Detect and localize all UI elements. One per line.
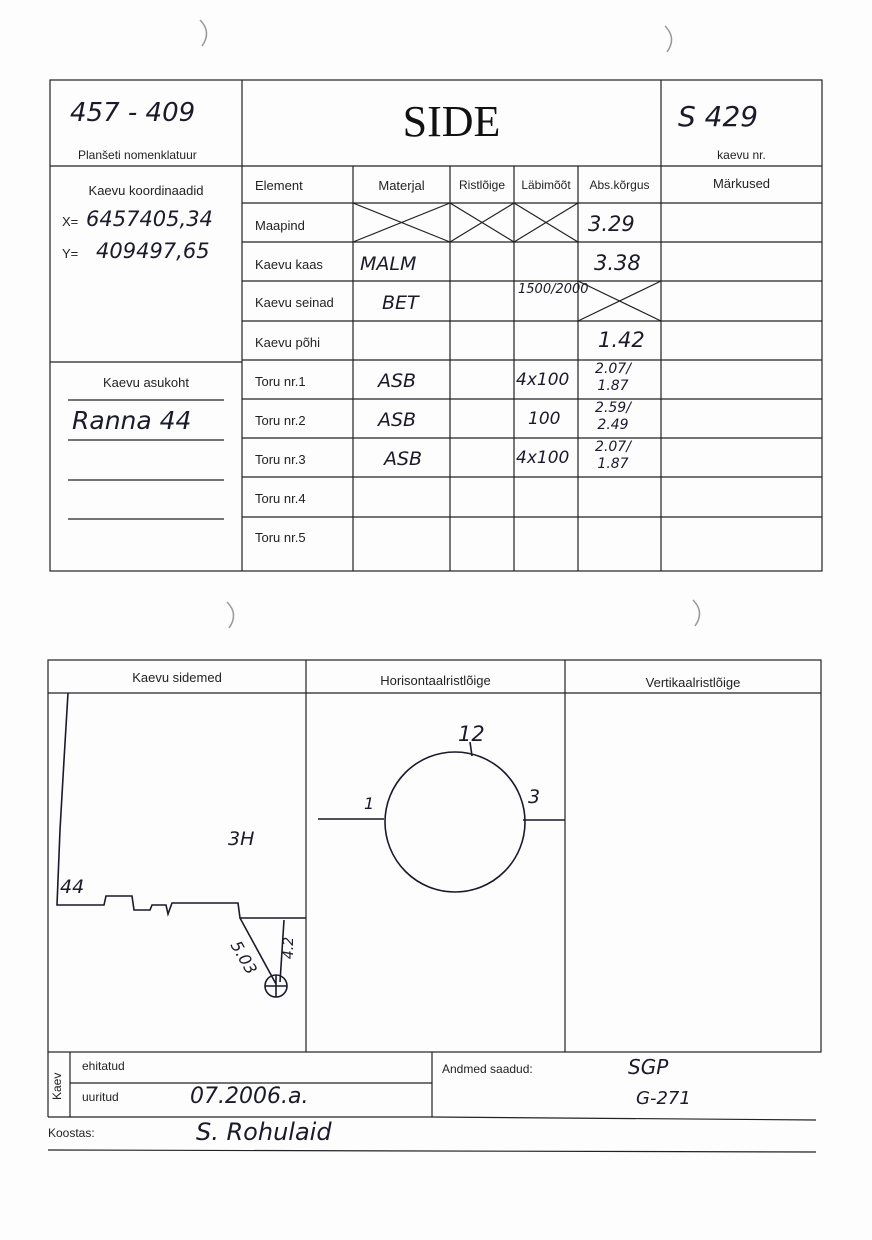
- vertical-section-header: Vertikaalristlõige: [645, 675, 741, 690]
- well-number-label: kaevu nr.: [717, 148, 766, 162]
- building-number-annotation: 44: [60, 876, 85, 898]
- horizontal-section-header: Horisontaalristlõige: [380, 673, 491, 688]
- pipe-label-right: 3: [528, 786, 541, 808]
- ties-header: Kaevu sidemed: [132, 670, 222, 685]
- height-cell: 1.42: [598, 328, 645, 352]
- y-coordinate-value: 409497,65: [96, 239, 210, 263]
- col-header-material: Materjal: [378, 178, 425, 193]
- compiled-label: Koostas:: [48, 1126, 95, 1140]
- pipe-label-left: 1: [364, 794, 375, 813]
- diameter-cell: 4x100: [516, 448, 570, 468]
- diameter-cell: 1500/2000: [518, 282, 589, 297]
- material-cell: ASB: [378, 409, 417, 431]
- height-cell: 3.29: [588, 212, 635, 236]
- x-prefix: X=: [62, 214, 79, 229]
- plansheet-value: 457 - 409: [70, 98, 196, 128]
- x-coordinate-value: 6457405,34: [86, 207, 213, 231]
- surveyed-date: 07.2006.a.: [190, 1084, 309, 1109]
- table-row: Kaevu põhi: [255, 335, 321, 350]
- material-cell: ASB: [378, 370, 417, 392]
- form-title: SIDE: [402, 97, 501, 146]
- coordinates-label: Kaevu koordinaadid: [88, 183, 204, 198]
- tie-distance-2: 4.2: [281, 936, 298, 960]
- diameter-cell: 100: [528, 409, 561, 429]
- height-cell: 2.59/ 2.49: [595, 400, 631, 433]
- table-row: Maapind: [255, 218, 305, 233]
- surveyed-label: uuritud: [82, 1090, 119, 1104]
- col-header-element: Element: [255, 178, 303, 193]
- location-value: Ranna 44: [72, 406, 192, 435]
- height-cell: 2.07/ 1.87: [595, 361, 631, 394]
- col-header-height: Abs.kõrgus: [589, 178, 650, 192]
- table-row: Toru nr.2: [255, 413, 306, 428]
- table-row: Toru nr.4: [255, 491, 306, 506]
- table-row: Toru nr.3: [255, 452, 306, 467]
- col-header-notes: Märkused: [712, 176, 771, 191]
- data-source-value: SGP: [628, 1055, 669, 1079]
- material-cell: ASB: [384, 448, 423, 470]
- tie-distance-1: 5.03: [226, 937, 261, 978]
- data-reference-value: G-271: [636, 1088, 691, 1109]
- table-row: Toru nr.1: [255, 374, 306, 389]
- y-prefix: Y=: [62, 246, 79, 261]
- table-row: Toru nr.5: [255, 530, 306, 545]
- built-label: ehitatud: [82, 1059, 125, 1073]
- ties-sketch: [57, 693, 306, 997]
- location-label: Kaevu asukoht: [102, 375, 189, 390]
- col-header-diameter: Läbimõõt: [521, 178, 571, 192]
- pipe-label-top: 12: [458, 722, 485, 746]
- compiled-signature: S. Rohulaid: [196, 1118, 332, 1146]
- height-cell: 2.07/ 1.87: [595, 439, 631, 472]
- pipe-cross-section: [318, 742, 565, 892]
- diameter-cell: 4x100: [516, 370, 570, 390]
- kaev-label: Kaev: [50, 1072, 64, 1100]
- data-received-label: Andmed saadud:: [442, 1062, 533, 1076]
- well-number-value: S 429: [678, 100, 759, 133]
- material-cell: BET: [382, 292, 419, 314]
- table-row: Kaevu kaas: [255, 257, 323, 272]
- height-cell: 3.38: [594, 251, 641, 275]
- area-annotation: 3H: [228, 828, 255, 850]
- table-row: Kaevu seinad: [255, 295, 334, 310]
- col-header-section: Ristlõige: [458, 178, 506, 192]
- material-cell: MALM: [360, 253, 417, 275]
- plansheet-label: Planšeti nomenklatuur: [78, 148, 197, 162]
